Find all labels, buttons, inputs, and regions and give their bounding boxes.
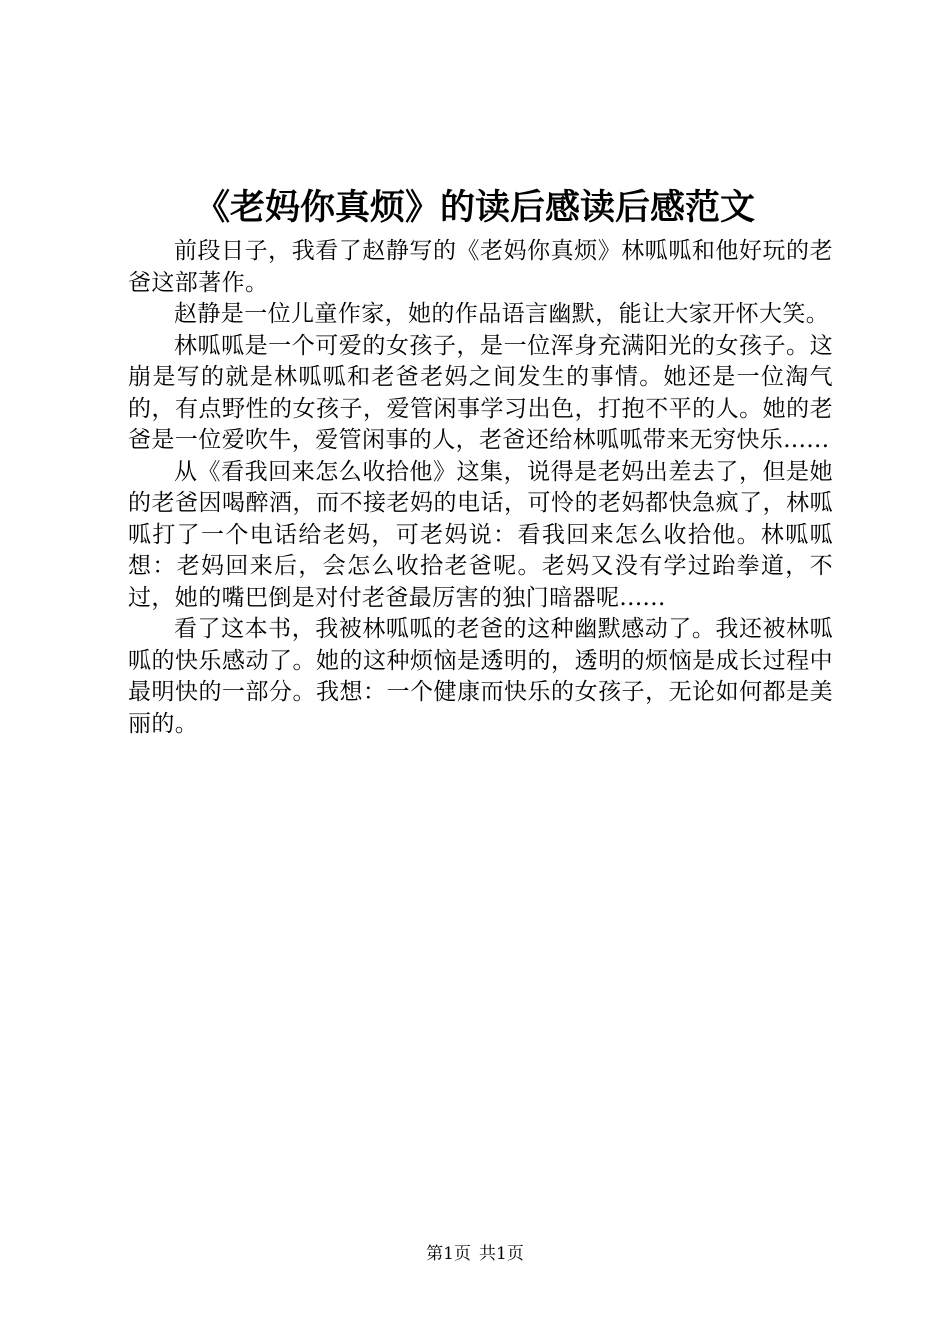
paragraph-5: 看了这本书，我被林呱呱的老爸的这种幽默感动了。我还被林呱呱的快乐感动了。她的这种烦恼是透明的，透明的烦恼是成长过程中最明快的一部分。我想：一个健康而快乐的女孩子，无论如何都是美丽的。 <box>128 616 833 737</box>
paragraph-4: 从《看我回来怎么收拾他》这集，说得是老妈出差去了，但是她的老爸因喝醉酒，而不接老妈的电话，可怜的老妈都快急疯了，林呱呱打了一个电话给老妈，可老妈说：看我回来怎么收拾他。林呱呱想：老妈回来后，会怎么收拾老爸呢。老妈又没有学过跆拳道，不过，她的嘴巴倒是对付老爸最厉害的独门暗器呢...... <box>128 458 833 611</box>
paragraph-2: 赵静是一位儿童作家，她的作品语言幽默，能让大家开怀大笑。 <box>174 301 830 327</box>
paragraph-3: 林呱呱是一个可爱的女孩子，是一位浑身充满阳光的女孩子。这崩是写的就是林呱呱和老爸老妈之间发生的事情。她还是一位淘气的，有点野性的女孩子，爱管闲事学习出色，打抱不平的人。她的老爸是一位爱吹牛，爱管闲事的人，老爸还给林呱呱带来无穷快乐...... <box>128 332 833 453</box>
page-number: 第1页 <box>426 1244 471 1264</box>
page-footer <box>0 1242 950 1266</box>
document-title: 《老妈你真烦》的读后感读后感范文 <box>194 187 755 228</box>
document-body <box>128 236 833 740</box>
page-total: 共1页 <box>479 1244 524 1264</box>
paragraph-1: 前段日子，我看了赵静写的《老妈你真烦》林呱呱和他好玩的老爸这部著作。 <box>128 238 833 296</box>
